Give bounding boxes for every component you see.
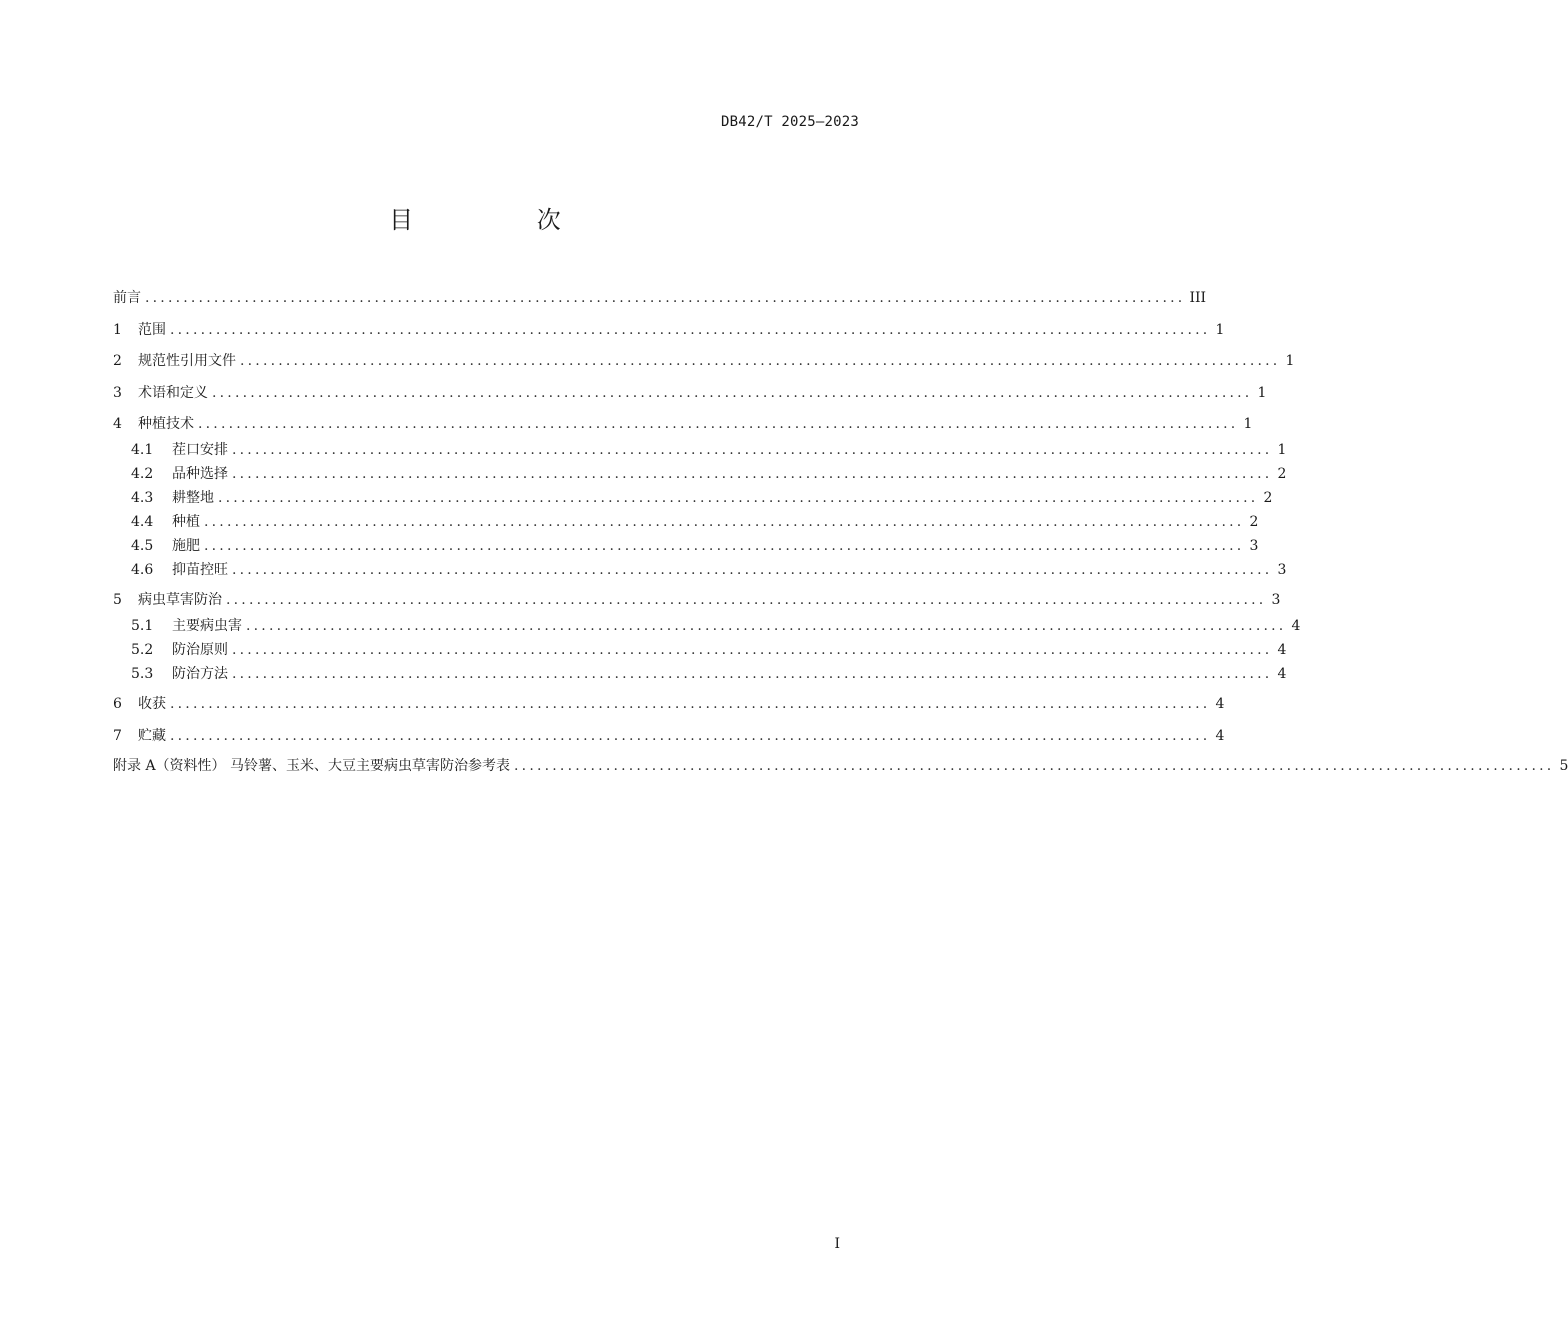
- toc-leader-dots: ........................................................................................................................................: [240, 353, 1281, 369]
- toc-entry-number: 4.5: [131, 538, 154, 554]
- toc-entry-number: 4.2: [131, 466, 154, 482]
- toc-entry-page: 4: [1215, 727, 1225, 744]
- page-title: 目 次: [389, 206, 619, 234]
- toc-entry-number: 1: [113, 321, 122, 338]
- toc-entry-page: 4: [1277, 666, 1287, 682]
- toc-entry-label: 贮藏: [138, 727, 166, 744]
- toc-entry-page: 1: [1277, 442, 1287, 458]
- toc-entry-label: 范围: [138, 321, 166, 338]
- toc-entry-page: III: [1189, 290, 1207, 306]
- document-code: DB42/T 2025—2023: [720, 114, 859, 130]
- toc-entry-4[interactable]: [113, 414, 1253, 434]
- toc-entry-label: 抑苗控旺: [172, 562, 228, 578]
- toc-entry-number: 5.2: [131, 642, 154, 658]
- toc-entry-number: 5.1: [131, 618, 154, 634]
- toc-leader-dots: ........................................................................................................................................: [204, 538, 1245, 554]
- toc-entry-number: 2: [113, 353, 122, 369]
- toc-entry-label: 耕整地: [172, 490, 214, 506]
- toc-leader-dots: ........................................................................................................................................: [232, 642, 1273, 658]
- toc-entry-4-4[interactable]: [113, 512, 1259, 532]
- toc-leader-dots: ........................................................................................................................................: [170, 727, 1211, 744]
- toc-entry-label: 防治方法: [172, 666, 228, 682]
- toc-entry-label: 规范性引用文件: [138, 353, 236, 369]
- toc-entry-label: 主要病虫害: [172, 618, 242, 634]
- toc-entry-page: 5: [1559, 757, 1568, 774]
- toc-entry-label: 前言: [113, 290, 141, 306]
- toc-entry-4-5[interactable]: [113, 536, 1259, 556]
- toc-entry-label: 品种选择: [172, 466, 228, 482]
- toc-entry-number: 5.3: [131, 666, 154, 682]
- toc-leader-dots: ........................................................................................................................................: [232, 466, 1273, 482]
- toc-entry-5-3[interactable]: [113, 664, 1287, 684]
- table-of-contents: [113, 288, 1568, 787]
- toc-leader-dots: ........................................................................................................................................: [218, 490, 1259, 506]
- toc-entry-4-3[interactable]: [113, 488, 1273, 508]
- toc-entry-page: 2: [1263, 490, 1273, 506]
- toc-entry-label: 病虫草害防治: [138, 592, 222, 608]
- toc-entry-page: 1: [1215, 321, 1225, 338]
- toc-leader-dots: ........................................................................................................................................: [204, 514, 1245, 530]
- toc-entry-3[interactable]: [113, 383, 1267, 403]
- toc-entry-label: 附录 A（资料性） 马铃薯、玉米、大豆主要病虫草害防治参考表: [113, 757, 511, 774]
- toc-entry-6[interactable]: [113, 694, 1225, 714]
- toc-entry-foreword[interactable]: [113, 288, 1207, 308]
- toc-entry-label: 种植技术: [138, 416, 194, 432]
- toc-entry-number: 7: [113, 727, 122, 744]
- toc-entry-number: 3: [113, 384, 122, 401]
- toc-leader-dots: ........................................................................................................................................: [198, 416, 1239, 432]
- toc-entry-page: 3: [1271, 592, 1281, 608]
- toc-entry-number: 4.6: [131, 562, 154, 578]
- toc-entry-number: 4.4: [131, 514, 154, 530]
- toc-entry-5[interactable]: [113, 590, 1281, 610]
- toc-entry-page: 4: [1291, 618, 1301, 634]
- toc-leader-dots: ........................................................................................................................................: [145, 290, 1186, 306]
- toc-entry-page: 1: [1243, 416, 1253, 432]
- toc-entry-page: 1: [1257, 384, 1267, 401]
- toc-leader-dots: ........................................................................................................................................: [232, 562, 1273, 578]
- toc-entry-appendix-a[interactable]: [113, 756, 1568, 776]
- toc-entry-label: 茬口安排: [172, 442, 228, 458]
- toc-leader-dots: ........................................................................................................................................: [246, 618, 1287, 634]
- toc-entry-label: 防治原则: [172, 642, 228, 658]
- toc-entry-page: 1: [1285, 353, 1295, 369]
- toc-entry-page: 4: [1215, 696, 1225, 712]
- toc-entry-4-1[interactable]: [113, 440, 1287, 460]
- toc-entry-1[interactable]: [113, 320, 1225, 340]
- toc-leader-dots: ........................................................................................................................................: [170, 321, 1211, 338]
- toc-leader-dots: ........................................................................................................................................: [170, 696, 1211, 712]
- toc-entry-number: 4.3: [131, 490, 154, 506]
- toc-leader-dots: ........................................................................................................................................: [514, 757, 1555, 774]
- toc-entry-page: 3: [1249, 538, 1259, 554]
- toc-entry-label: 收获: [138, 696, 166, 712]
- toc-entry-number: 5: [113, 592, 122, 608]
- toc-entry-2[interactable]: [113, 351, 1295, 371]
- toc-leader-dots: ........................................................................................................................................: [232, 442, 1273, 458]
- toc-entry-page: 2: [1277, 466, 1287, 482]
- toc-entry-7[interactable]: [113, 726, 1225, 746]
- toc-leader-dots: ........................................................................................................................................: [232, 666, 1273, 682]
- toc-entry-label: 施肥: [172, 538, 200, 554]
- toc-entry-4-2[interactable]: [113, 464, 1287, 484]
- toc-entry-number: 4: [113, 416, 122, 432]
- toc-entry-5-2[interactable]: [113, 640, 1287, 660]
- toc-entry-number: 4.1: [131, 442, 154, 458]
- toc-entry-4-6[interactable]: [113, 560, 1287, 580]
- toc-entry-label: 术语和定义: [138, 384, 208, 401]
- toc-leader-dots: ........................................................................................................................................: [212, 384, 1253, 401]
- toc-entry-page: 3: [1277, 562, 1287, 578]
- toc-leader-dots: ........................................................................................................................................: [226, 592, 1267, 608]
- toc-entry-5-1[interactable]: [113, 616, 1301, 636]
- toc-entry-label: 种植: [172, 514, 200, 530]
- toc-entry-page: 4: [1277, 642, 1287, 658]
- toc-entry-number: 6: [113, 696, 122, 712]
- footer-page-number: I: [834, 1236, 840, 1252]
- toc-entry-page: 2: [1249, 514, 1259, 530]
